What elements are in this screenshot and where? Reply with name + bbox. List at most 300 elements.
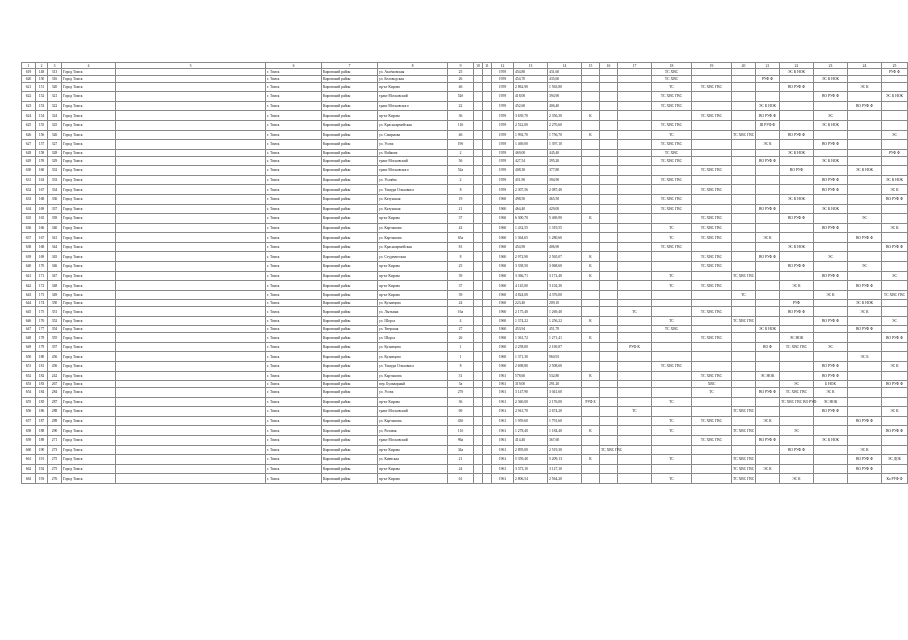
table-cell: 26 <box>448 333 474 343</box>
table-cell <box>882 435 908 445</box>
table-cell: 1961 <box>492 445 514 455</box>
table-cell: 661 <box>22 455 36 465</box>
table-cell: г. Томск <box>266 252 322 262</box>
table-cell <box>600 281 618 291</box>
table-cell <box>848 194 882 204</box>
table-cell <box>116 204 266 214</box>
table-cell: 367,60 <box>548 435 582 445</box>
table-cell <box>756 300 780 307</box>
table-cell <box>756 426 780 436</box>
table-cell: г. Томск <box>266 416 322 426</box>
table-row <box>22 426 908 436</box>
table-cell <box>732 166 756 176</box>
table-cell: г. Томск <box>266 166 322 176</box>
table-cell <box>882 75 908 82</box>
table-cell: 642 <box>22 281 36 291</box>
table-cell: Кировский район <box>322 445 378 455</box>
table-cell: Кировский район <box>322 69 378 76</box>
table-cell: 638 <box>22 242 36 252</box>
table-cell: 1960 <box>492 252 514 262</box>
table-cell: 165 <box>36 214 48 224</box>
table-cell: ул. Студенческая <box>378 252 448 262</box>
table-cell <box>814 474 848 484</box>
table-cell: ул. Кузнецова <box>378 352 448 362</box>
table-cell: 454,80 <box>514 69 548 76</box>
table-cell <box>600 156 618 166</box>
table-cell: ЭС К НОК <box>780 242 814 252</box>
table-cell: ТС ХВС ГВС <box>652 92 692 102</box>
table-cell: 2 564,20 <box>548 474 582 484</box>
table-cell: ЭС К НОК <box>814 156 848 166</box>
table-cell: 641 <box>22 271 36 281</box>
table-cell: 1 756,70 <box>548 130 582 140</box>
table-cell: ВО РУФ Ф <box>756 252 780 262</box>
table-cell <box>882 371 908 381</box>
table-cell: ТС <box>652 233 692 243</box>
table-cell <box>618 416 652 426</box>
table-cell: пр-кт Кирова <box>378 262 448 272</box>
table-cell: 25 <box>448 69 474 76</box>
table-cell: г. Томск <box>266 426 322 436</box>
table-cell <box>483 194 492 204</box>
table-cell <box>116 326 266 333</box>
column-number: 6 <box>266 63 322 69</box>
table-row <box>22 233 908 243</box>
table-cell: 648 <box>22 333 36 343</box>
table-cell <box>600 194 618 204</box>
table-cell <box>116 262 266 272</box>
table-cell: 1960 <box>492 242 514 252</box>
table-cell: ВО РУФ Ф <box>814 223 848 233</box>
table-cell <box>732 242 756 252</box>
table-cell: 1959 <box>492 149 514 156</box>
table-cell: 319,00 <box>514 381 548 388</box>
table-cell: Кировский район <box>322 464 378 474</box>
table-row <box>22 204 908 214</box>
table-cell: ЭС К НОК <box>814 120 848 130</box>
table-cell: 271 <box>48 435 62 445</box>
table-cell: Кировский район <box>322 242 378 252</box>
table-cell <box>732 388 756 398</box>
table-cell: 37 <box>448 214 474 224</box>
table-cell: 626 <box>22 130 36 140</box>
table-cell: г. Томск <box>266 474 322 484</box>
table-cell <box>882 388 908 398</box>
table-cell: Город Томск <box>62 175 116 185</box>
table-cell: 1960 <box>492 342 514 352</box>
table-cell <box>116 175 266 185</box>
table-cell: 620 <box>22 75 36 82</box>
table-cell: 1960 <box>492 333 514 343</box>
table-row <box>22 290 908 300</box>
table-cell: 647 <box>22 326 36 333</box>
table-cell <box>582 416 600 426</box>
table-cell <box>474 474 483 484</box>
table-cell: г. Томск <box>266 130 322 140</box>
table-cell <box>483 445 492 455</box>
table-cell <box>692 407 732 417</box>
table-cell: 659 <box>22 435 36 445</box>
table-cell: ЭС К <box>882 362 908 372</box>
table-cell <box>618 82 652 92</box>
table-cell: 177 <box>36 326 48 333</box>
table-cell: 24 <box>448 464 474 474</box>
table-cell <box>692 445 732 455</box>
table-cell <box>116 75 266 82</box>
table-cell: 5 359,40 <box>514 455 548 465</box>
table-row <box>22 194 908 204</box>
table-cell <box>600 82 618 92</box>
table-cell: пр-кт Кирова <box>378 397 448 407</box>
table-cell <box>780 233 814 243</box>
table-cell: Кировский район <box>322 333 378 343</box>
table-cell <box>732 342 756 352</box>
table-cell: Кировский район <box>322 352 378 362</box>
table-cell <box>756 381 780 388</box>
table-cell <box>814 326 848 333</box>
table-cell <box>483 407 492 417</box>
table-cell: 1959 <box>492 111 514 121</box>
table-cell <box>882 252 908 262</box>
table-cell: Кировский район <box>322 307 378 317</box>
table-cell: 176 <box>36 316 48 326</box>
table-cell: ТС ХВС ГВС <box>692 333 732 343</box>
table-cell: ул. Катунская <box>378 194 448 204</box>
table-cell: 332 <box>48 166 62 176</box>
table-cell: 168 <box>36 242 48 252</box>
table-cell: Кировский район <box>322 455 378 465</box>
table-cell: пр-кт Кирова <box>378 474 448 484</box>
table-cell: Кировский район <box>322 388 378 398</box>
table-cell <box>756 316 780 326</box>
table-cell <box>116 185 266 195</box>
table-cell: тракт Московского <box>378 166 448 176</box>
table-cell: 8 <box>448 252 474 262</box>
table-cell: ТС ХВС ГВС <box>652 156 692 166</box>
table-cell <box>848 407 882 417</box>
table-cell: ТС ХВС ГВС <box>652 101 692 111</box>
table-cell: 1 469,00 <box>514 140 548 150</box>
table-cell: 2 972,90 <box>514 252 548 262</box>
table-cell: Кировский район <box>322 281 378 291</box>
table-cell <box>814 445 848 455</box>
table-cell <box>692 101 732 111</box>
table-cell <box>692 149 732 156</box>
table-cell: ВО РУФ Ф <box>848 101 882 111</box>
table-cell <box>814 352 848 362</box>
table-cell: К <box>582 426 600 436</box>
table-cell: Город Томск <box>62 166 116 176</box>
table-cell <box>814 300 848 307</box>
table-cell: 357 <box>48 342 62 352</box>
table-row <box>22 82 908 92</box>
table-cell: ул. Тимура Ольховиса <box>378 362 448 372</box>
table-cell: 116 <box>448 120 474 130</box>
table-cell: ВО РУФ Ф <box>882 381 908 388</box>
table-cell: Ко РУФ Ф <box>882 474 908 484</box>
housing-register-table <box>21 62 908 484</box>
table-cell: Город Томск <box>62 316 116 326</box>
table-row <box>22 271 908 281</box>
table-cell <box>882 233 908 243</box>
table-cell: 273 <box>48 445 62 455</box>
table-cell: ВО РУФ Ф <box>780 262 814 272</box>
table-cell: ЭС К НОК <box>848 166 882 176</box>
table-cell <box>652 464 692 474</box>
table-cell <box>474 82 483 92</box>
table-cell <box>882 120 908 130</box>
table-cell: РУФ К <box>618 342 652 352</box>
table-cell: 242 <box>48 371 62 381</box>
table-cell: 326 <box>48 130 62 140</box>
table-cell: 340 <box>48 223 62 233</box>
table-cell <box>483 352 492 362</box>
table-cell: 46 <box>448 82 474 92</box>
table-cell <box>814 281 848 291</box>
table-cell: 1960 <box>492 262 514 272</box>
table-cell: 167 <box>36 233 48 243</box>
table-cell <box>756 445 780 455</box>
table-cell <box>618 223 652 233</box>
table-cell: ЭС К <box>882 407 908 417</box>
table-cell <box>116 407 266 417</box>
table-cell: 1959 <box>492 75 514 82</box>
table-cell: 377,80 <box>548 166 582 176</box>
table-cell <box>483 362 492 372</box>
table-cell <box>600 185 618 195</box>
table-cell: Город Томск <box>62 435 116 445</box>
table-cell: 166 <box>36 223 48 233</box>
table-cell: ТС ХВС ГВС <box>692 166 732 176</box>
table-cell <box>116 271 266 281</box>
table-cell: 152 <box>36 92 48 102</box>
table-cell: К <box>582 333 600 343</box>
table-cell: ТС <box>618 307 652 317</box>
table-cell: 5 469,90 <box>548 214 582 224</box>
table-cell: ТС ХВС ГВС <box>882 290 908 300</box>
table-cell: 287 <box>48 397 62 407</box>
table-cell <box>582 307 600 317</box>
table-cell <box>652 300 692 307</box>
table-cell: Город Томск <box>62 149 116 156</box>
table-cell: Кировский район <box>322 156 378 166</box>
table-cell <box>116 352 266 362</box>
table-cell: 394,90 <box>548 92 582 102</box>
table-cell: Кировский район <box>322 252 378 262</box>
table-cell <box>814 82 848 92</box>
table-cell: 267 <box>48 381 62 388</box>
table-cell <box>483 92 492 102</box>
table-cell: ВО РУФ Ф <box>780 307 814 317</box>
table-row <box>22 223 908 233</box>
table-cell <box>483 316 492 326</box>
table-cell: г. Томск <box>266 455 322 465</box>
table-cell: ТС ХВС <box>652 326 692 333</box>
table-cell <box>600 464 618 474</box>
table-cell <box>848 316 882 326</box>
table-cell: ТС ХВС ГВС <box>692 82 732 92</box>
table-cell <box>756 333 780 343</box>
table-cell <box>618 271 652 281</box>
table-cell <box>600 111 618 121</box>
table-cell <box>600 407 618 417</box>
table-cell: 1960 <box>492 326 514 333</box>
table-cell: г. Томск <box>266 300 322 307</box>
table-cell: Кировский район <box>322 130 378 140</box>
table-cell <box>474 166 483 176</box>
table-cell: ХВС <box>692 381 732 388</box>
table-cell: 157 <box>36 140 48 150</box>
table-row <box>22 300 908 307</box>
table-cell: 192 <box>36 464 48 474</box>
table-cell: 1 397,10 <box>548 140 582 150</box>
table-cell: К <box>582 130 600 140</box>
table-cell: Город Томск <box>62 381 116 388</box>
table-cell <box>848 397 882 407</box>
table-cell <box>582 474 600 484</box>
table-cell: тракт Московский <box>378 156 448 166</box>
table-cell <box>474 362 483 372</box>
table-cell: ТС ХВС ГВС <box>692 371 732 381</box>
table-cell: ТС ХВС ГВС ВО РУФ <box>780 397 814 407</box>
column-number: 2 <box>36 63 48 69</box>
table-cell: 172 <box>36 281 48 291</box>
table-cell: 327 <box>48 140 62 150</box>
table-cell <box>780 185 814 195</box>
table-row <box>22 342 908 352</box>
table-cell: 663 <box>22 474 36 484</box>
table-cell: 3 338,50 <box>514 262 548 272</box>
table-cell: 151 <box>36 82 48 92</box>
table-row <box>22 445 908 455</box>
table-cell: 163 <box>36 175 48 185</box>
table-cell: ТС ХВС ГВС <box>692 435 732 445</box>
table-cell: 623 <box>22 101 36 111</box>
table-cell: К <box>582 455 600 465</box>
table-cell <box>116 300 266 307</box>
table-cell: 223,40 <box>514 300 548 307</box>
table-cell: 1 256,22 <box>548 316 582 326</box>
table-cell <box>618 175 652 185</box>
table-cell: ЭС К <box>756 464 780 474</box>
table-cell <box>814 214 848 224</box>
table-cell: Город Томск <box>62 156 116 166</box>
table-cell <box>848 120 882 130</box>
column-number: 13 <box>514 63 548 69</box>
table-cell <box>600 69 618 76</box>
table-cell: 276 <box>48 474 62 484</box>
table-row <box>22 407 908 417</box>
table-cell: ул. Усова <box>378 388 448 398</box>
table-cell: 578,60 <box>514 371 548 381</box>
table-cell: 660 <box>22 445 36 455</box>
table-cell <box>618 435 652 445</box>
table-cell: ЭС К <box>814 388 848 398</box>
table-cell <box>882 82 908 92</box>
table-cell: ЭС НОК <box>756 371 780 381</box>
table-cell: 621 <box>22 82 36 92</box>
table-cell: Город Томск <box>62 397 116 407</box>
table-cell: г. Томск <box>266 316 322 326</box>
table-cell: ЭС <box>780 381 814 388</box>
table-cell: Город Томск <box>62 271 116 281</box>
table-cell: ЭС <box>814 252 848 262</box>
table-cell: 4 824,00 <box>514 290 548 300</box>
table-cell <box>848 252 882 262</box>
table-cell: ТС ХВС ГВС <box>692 281 732 291</box>
table-row <box>22 371 908 381</box>
table-cell: ТС ХВС ГВС <box>652 175 692 185</box>
table-cell <box>652 307 692 317</box>
table-cell <box>814 242 848 252</box>
table-cell: 1961 <box>492 474 514 484</box>
table-cell: 3 172,40 <box>548 271 582 281</box>
table-cell: г. Томск <box>266 381 322 388</box>
table-cell <box>582 352 600 362</box>
table-cell: 275 <box>48 464 62 474</box>
table-cell: г. Томск <box>266 111 322 121</box>
table-cell: 52б <box>448 92 474 102</box>
table-cell: 655 <box>22 397 36 407</box>
table-cell: ТС <box>652 271 692 281</box>
table-cell: ЭС К НОК <box>780 69 814 76</box>
table-cell: 649 <box>22 342 36 352</box>
table-cell: 6 300,70 <box>514 214 548 224</box>
table-cell: 2 522,00 <box>514 120 548 130</box>
table-cell: Кировский район <box>322 381 378 388</box>
table-cell: Город Томск <box>62 194 116 204</box>
table-cell: Кировский район <box>322 92 378 102</box>
table-cell: 186 <box>36 407 48 417</box>
table-cell: ул. Кузнецова <box>378 342 448 352</box>
table-cell: Город Томск <box>62 300 116 307</box>
table-cell <box>732 101 756 111</box>
table-cell <box>474 214 483 224</box>
table-cell <box>882 416 908 426</box>
table-cell: ТС ХВС ГВС <box>732 130 756 140</box>
table-cell <box>756 307 780 317</box>
table-cell <box>780 455 814 465</box>
table-cell: г. Томск <box>266 307 322 317</box>
table-cell: ЭС ДОБ <box>882 455 908 465</box>
table-cell <box>582 388 600 398</box>
table-cell <box>618 204 652 214</box>
table-row <box>22 455 908 465</box>
table-cell: К <box>582 214 600 224</box>
table-cell <box>483 75 492 82</box>
table-cell <box>692 397 732 407</box>
table-cell <box>116 455 266 465</box>
table-cell <box>882 326 908 333</box>
table-cell: 1961 <box>492 407 514 417</box>
table-cell: ЭС К <box>882 185 908 195</box>
table-cell: Кировский район <box>322 426 378 436</box>
table-cell <box>600 175 618 185</box>
table-cell: 182 <box>36 371 48 381</box>
table-row <box>22 388 908 398</box>
table-cell <box>600 242 618 252</box>
table-cell: г. Томск <box>266 223 322 233</box>
table-cell: пр-кт Кирова <box>378 464 448 474</box>
table-cell: ЭС К <box>780 281 814 291</box>
table-cell: 1 <box>448 352 474 362</box>
table-cell: Кировский район <box>322 371 378 381</box>
table-cell: ул. Тверская <box>378 326 448 333</box>
table-cell: 160 <box>36 166 48 176</box>
table-cell <box>756 290 780 300</box>
table-cell: Город Томск <box>62 140 116 150</box>
table-cell: 178 <box>36 333 48 343</box>
